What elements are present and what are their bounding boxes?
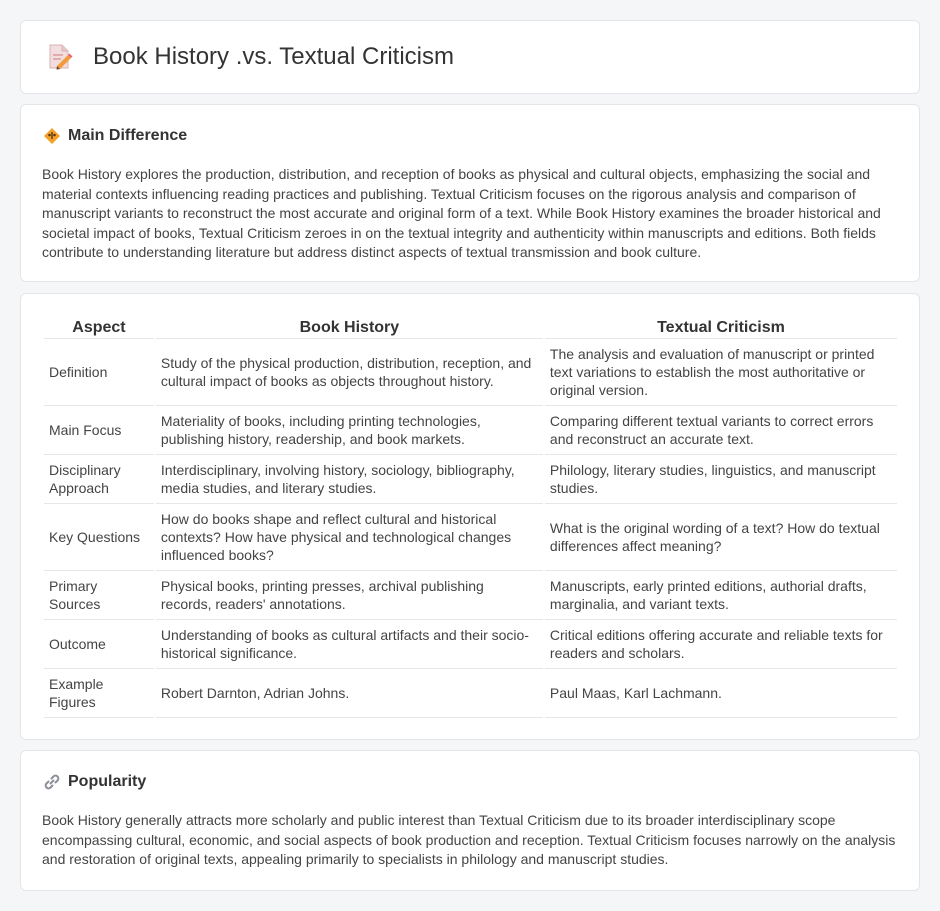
header-aspect: Aspect [44, 314, 154, 339]
header-book-history: Book History [156, 314, 543, 339]
page-title: Book History .vs. Textual Criticism [93, 43, 454, 70]
popularity-card [20, 750, 920, 891]
book-history-cell: Study of the physical production, distribution, reception, and cultural impact of books as objects throughout history. [156, 339, 543, 406]
aspect-cell: Outcome [44, 620, 154, 669]
header-textual-criticism: Textual Criticism [545, 314, 897, 339]
main-difference-card [20, 104, 920, 282]
aspect-cell: Disciplinary Approach [44, 455, 154, 504]
book-history-cell: Interdisciplinary, involving history, sociology, bibliography, media studies, and literary studies. [156, 455, 543, 504]
textual-criticism-cell: Critical editions offering accurate and reliable texts for readers and scholars. [545, 620, 897, 669]
book-history-cell: Physical books, printing presses, archival publishing records, readers' annotations. [156, 571, 543, 620]
main-difference-heading: Main Difference [68, 127, 188, 144]
aspect-cell: Definition [44, 339, 154, 406]
main-difference-header [43, 127, 187, 145]
diamond-warning-icon [43, 127, 61, 145]
table-row [44, 339, 897, 406]
book-history-cell: How do books shape and reflect cultural and historical contexts? How have physical and technological changes influenced books? [156, 504, 543, 571]
textual-criticism-cell: Manuscripts, early printed editions, authorial drafts, marginalia, and variant texts. [545, 571, 897, 620]
table-row [44, 406, 897, 455]
table-row [44, 669, 897, 718]
popularity-header [43, 773, 146, 791]
title-bar [47, 43, 454, 71]
title-card [20, 20, 920, 94]
comparison-card [20, 293, 920, 740]
aspect-cell: Key Questions [44, 504, 154, 571]
textual-criticism-cell: What is the original wording of a text? How do textual differences affect meaning? [545, 504, 897, 571]
main-difference-text: Book History explores the production, distribution, and reception of books as physical and cultural objects, emphasizing the social and material contexts influencing reading practices and publishing. Textual Criticism focuses on the rigorous analysis and comparison of manuscript variants to reconstruct the most accurate and original form of a text. While Book History examines the broader historical and societal impact of books, Textual Criticism zeroes in on the textual integrity and authenticity within manuscripts and editions. Both fields contribute to understanding literature but address distinct aspects of textual transmission and book culture. [42, 166, 881, 260]
textual-criticism-cell: Philology, literary studies, linguistics, and manuscript studies. [545, 455, 897, 504]
book-history-cell: Materiality of books, including printing technologies, publishing history, readership, and book markets. [156, 406, 543, 455]
document-pencil-icon [47, 43, 73, 71]
link-icon [43, 773, 61, 791]
table-row [44, 504, 897, 571]
book-history-cell: Robert Darnton, Adrian Johns. [156, 669, 543, 718]
table-header-row [44, 314, 897, 339]
popularity-heading: Popularity [68, 773, 147, 790]
aspect-cell: Primary Sources [44, 571, 154, 620]
textual-criticism-cell: The analysis and evaluation of manuscript or printed text variations to establish the most authoritative or original version. [545, 339, 897, 406]
textual-criticism-cell: Comparing different textual variants to correct errors and reconstruct an accurate text. [545, 406, 897, 455]
book-history-cell: Understanding of books as cultural artifacts and their socio-historical significance. [156, 620, 543, 669]
aspect-cell: Example Figures [44, 669, 154, 718]
table-row [44, 455, 897, 504]
textual-criticism-cell: Paul Maas, Karl Lachmann. [545, 669, 897, 718]
aspect-cell: Main Focus [44, 406, 154, 455]
comparison-table [42, 314, 899, 718]
table-row [44, 571, 897, 620]
popularity-text: Book History generally attracts more scholarly and public interest than Textual Criticism due to its broader interdisciplinary scope encompassing cultural, economic, and social aspects of book production and reception. Textual Criticism focuses narrowly on the analysis and restoration of original texts, appealing primarily to specialists in philology and manuscript studies. [42, 812, 896, 867]
table-row [44, 620, 897, 669]
